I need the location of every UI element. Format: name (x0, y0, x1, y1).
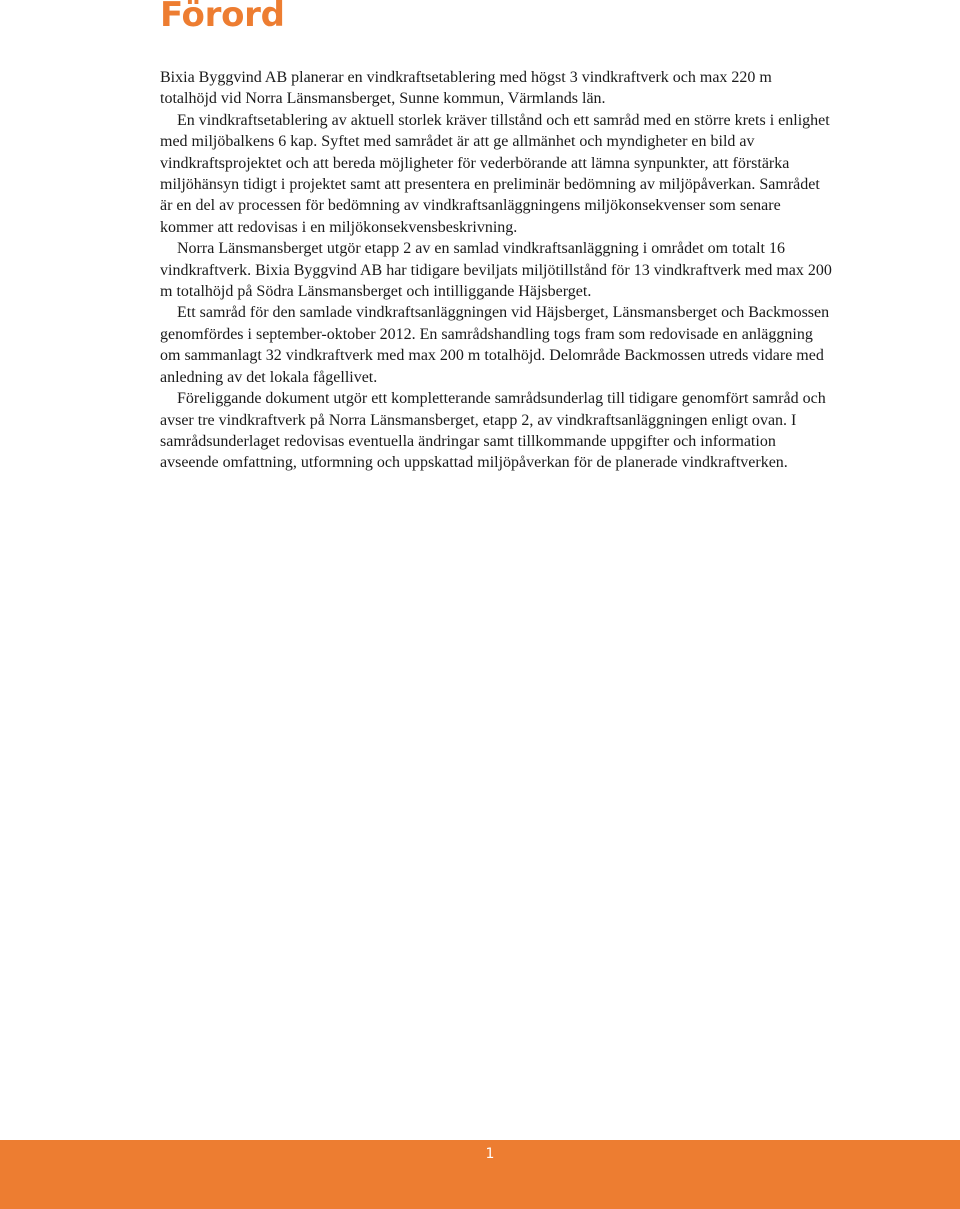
document-body (160, 67, 832, 474)
paragraph-intro: Bixia Byggvind AB planerar en vindkraftsetablering med högst 3 vindkraftverk och max 220 m totalhöjd vid Norra Länsmansberget, Sunne kommun, Värmlands län. (160, 69, 772, 108)
paragraph-supplement: Föreliggande dokument utgör ett kompletterande samrådsunderlag till tidigare genomfört samråd och avser tre vindkraftverk på Norra Länsmansberget, etapp 2, av vindkraftsanläggningen enligt ovan. I samrådsunderlaget redovisas eventuella ändringar samt tillkommande uppgifter och information avseende omfattning, utformning och uppskattad miljöpåverkan för de planerade vindkraftverken. (160, 390, 826, 472)
paragraph-consultation: En vindkraftsetablering av aktuell storlek kräver tillstånd och ett samråd med en större krets i enlighet med miljöbalkens 6 kap. Syftet med samrådet är att ge allmänhet och myndigheter en bild av vindkraftsprojektet och att bereda möjligheter för vederbörande att lämna synpunkter, att förstärka miljöhänsyn tidigt i projektet samt att presentera en preliminär bedömning av miljöpåverkan. Samrådet är en del av processen för bedömning av vindkraftsanläggningens miljökonsekvenser som senare kommer att redovisas i en miljökonsekvensbeskrivning. (160, 111, 830, 236)
paragraph-stage: Norra Länsmansberget utgör etapp 2 av en samlad vindkraftsanläggning i området om totalt 16 vindkraftverk. Bixia Byggvind AB har tidigare beviljats miljötillstånd för 13 vindkraftverk med max 200 m totalhöjd på Södra Länsmansberget och intilliggande Häjsberget. (160, 240, 832, 301)
page-number: 1 (485, 1146, 495, 1162)
paragraph-previous-consultation: Ett samråd för den samlade vindkraftsanläggningen vid Häjsberget, Länsmansberget och Backmossen genomfördes i september-oktober 2012. En samrådshandling togs fram som redovisade en anläggning om sammanlagt 32 vindkraftverk med max 200 m totalhöjd. Delområde Backmossen utreds vidare med anledning av det lokala fågellivet. (160, 304, 830, 386)
page-title: Förord (160, 0, 285, 35)
